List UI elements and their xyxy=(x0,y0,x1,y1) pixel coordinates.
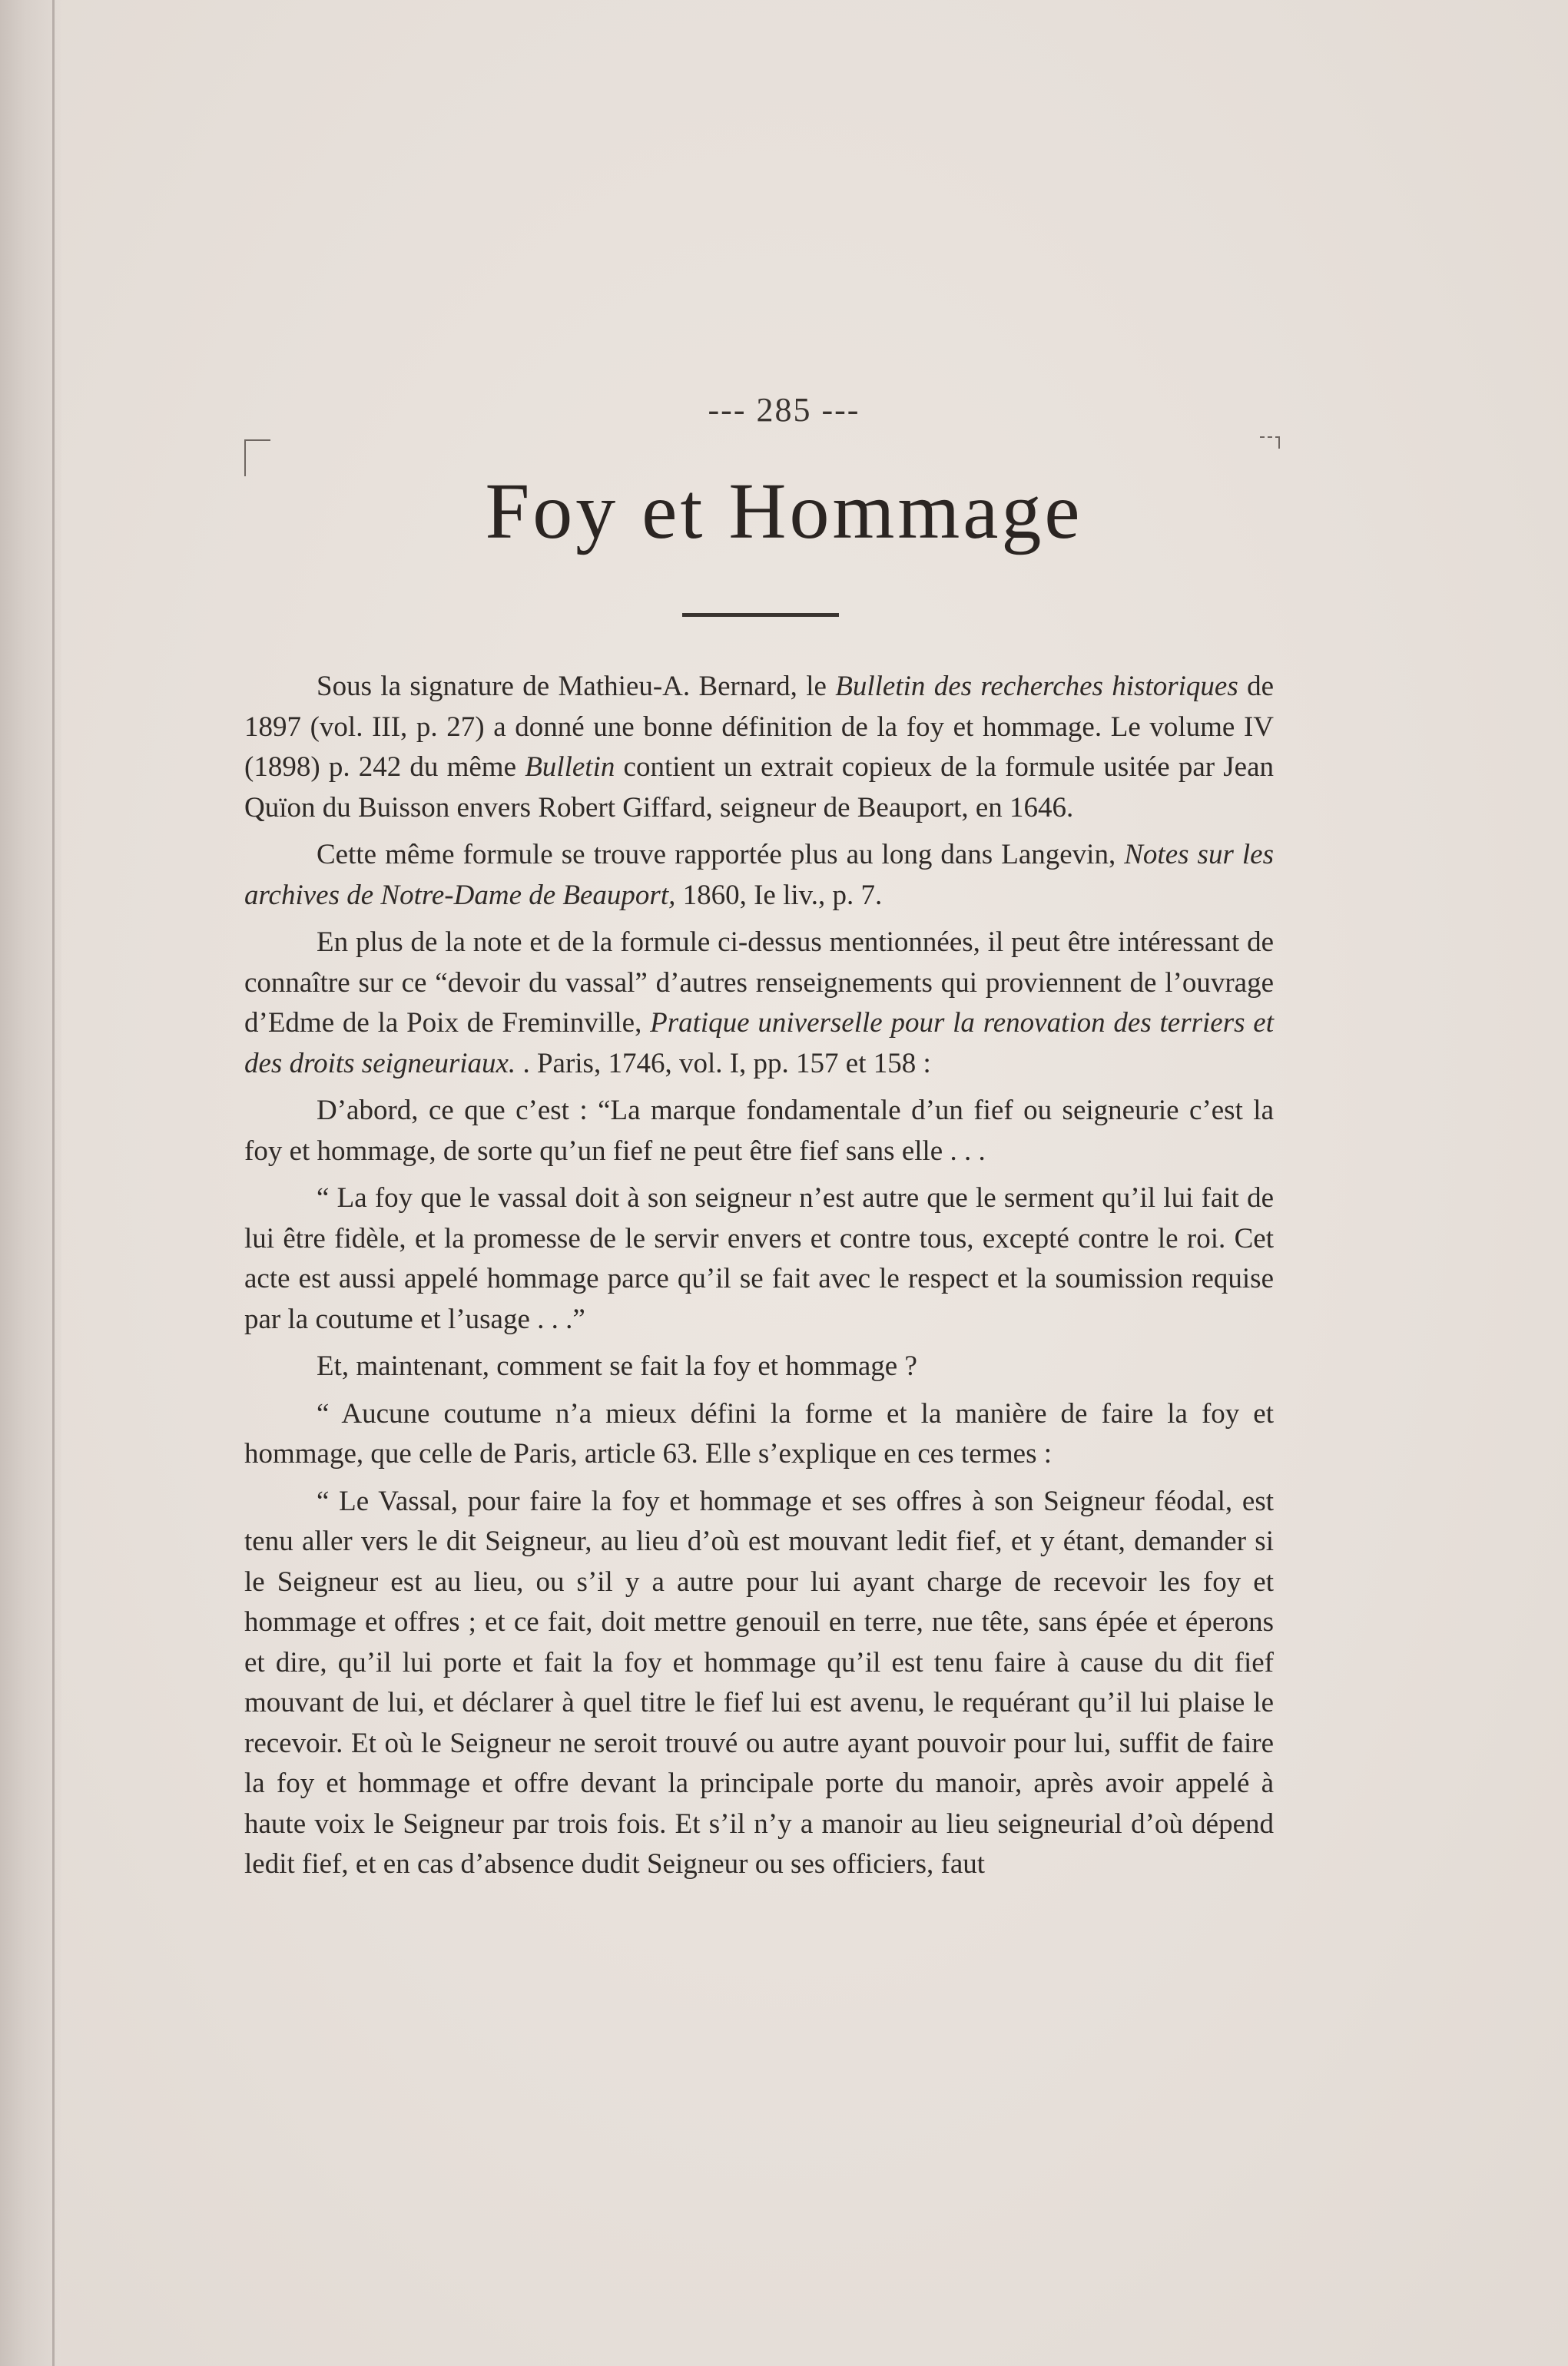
italic-text-segment: Pratique universelle pour la renovation des terriers et des droits seigneuriaux. xyxy=(244,1007,1275,1079)
crop-mark-right xyxy=(1260,436,1280,449)
title-underline-rule xyxy=(682,613,839,617)
paragraph xyxy=(244,835,1274,916)
text-segment: “ Aucune coutume n’a mieux défini la forme et la manière de faire la foy et hommage, que celle de Paris, article 63. Elle s’explique en ces termes : xyxy=(244,1397,1274,1470)
text-segment: D’abord, ce que c’est : “La marque fondamentale d’un fief ou seigneurie c’est la foy et hommage, de sorte qu’un fief ne peut être fief sans elle . . . xyxy=(244,1095,1274,1167)
text-segment: “ La foy que le vassal doit à son seigneur n’est autre que le serment qu’il lui fait de lui être fidèle, et la promesse de le servir envers et contre tous, excepté contre le roi. Cet acte est aussi appelé hommage parce qu’il se fait avec le respect et la soumission requise par la coutume et l’usage . . .” xyxy=(244,1182,1274,1335)
article-body xyxy=(244,667,1274,1892)
text-segment: Sous la signature de Mathieu-A. Bernard, le xyxy=(317,671,836,702)
binding-crease xyxy=(52,0,55,2366)
paragraph xyxy=(244,1394,1274,1475)
text-segment: contient un extrait copieux de la formule usitée par Jean Quïon du Buisson envers Robert Giffard, seigneur de Beauport, en 1646. xyxy=(244,751,1275,823)
paragraph xyxy=(244,923,1274,1084)
page-number: --- 285 --- xyxy=(708,391,860,429)
italic-text-segment: Bulletin des recherches historiques xyxy=(835,671,1238,702)
paragraph xyxy=(244,1091,1274,1171)
italic-text-segment: Bulletin xyxy=(525,751,615,783)
text-segment: . Paris, 1746, vol. I, pp. 157 et 158 : xyxy=(515,1047,931,1079)
paragraph xyxy=(244,1347,1274,1387)
paragraph xyxy=(244,1178,1274,1340)
text-segment: de 1897 (vol. III, p. 27) a donné une bonne définition de la foy et hommage. Le volume IV (1898) p. 242 du même xyxy=(244,671,1274,783)
article-title: Foy et Hommage xyxy=(485,467,1083,555)
paragraph xyxy=(244,1482,1274,1885)
text-segment: “ Le Vassal, pour faire la foy et hommage et ses offres à son Seigneur féodal, est tenu aller vers le dit Seigneur, au lieu d’où est mouvant ledit fief, et y étant, demander si le Seigneur est au lieu, ou s’il y a autre pour lui ayant charge de recevoir les foy et hommage et offres ; et ce fait, doit mettre genouil en terre, nue tête, sans épée et éperons et dire, qu’il lui porte et fait la foy et hommage qu’il est tenu faire à cause du dit fief mouvant de lui, et déclarer à quel titre le fief lui est avenu, le requérant qu’il lui plaise le recevoir. Et où le Seigneur ne seroit trouvé ou autre ayant pouvoir pour lui, suffit de faire la foy et hommage et offre devant la principale porte du manoir, après avoir appelé à haute voix le Seigneur par trois fois. Et s’il n’y a manoir au lieu seigneurial d’où dépend ledit fief, et en cas d’absence dudit Seigneur ou ses officiers, faut xyxy=(244,1485,1274,1880)
text-segment: Et, maintenant, comment se fait la foy et hommage ? xyxy=(317,1350,917,1382)
text-segment: Cette même formule se trouve rapportée plus au long dans Langevin, xyxy=(317,839,1125,870)
italic-text-segment: Notes sur les archives de Notre-Dame de Beauport, xyxy=(244,839,1274,911)
text-segment: En plus de la note et de la formule ci-dessus mentionnées, il peut être intéressant de connaître sur ce “devoir du vassal” d’autres renseignements qui proviennent de l’ouvrage d’Edme de la Poix de Freminville, xyxy=(244,926,1274,1039)
text-segment: 1860, Ie liv., p. 7. xyxy=(675,879,883,911)
paragraph xyxy=(244,667,1274,828)
